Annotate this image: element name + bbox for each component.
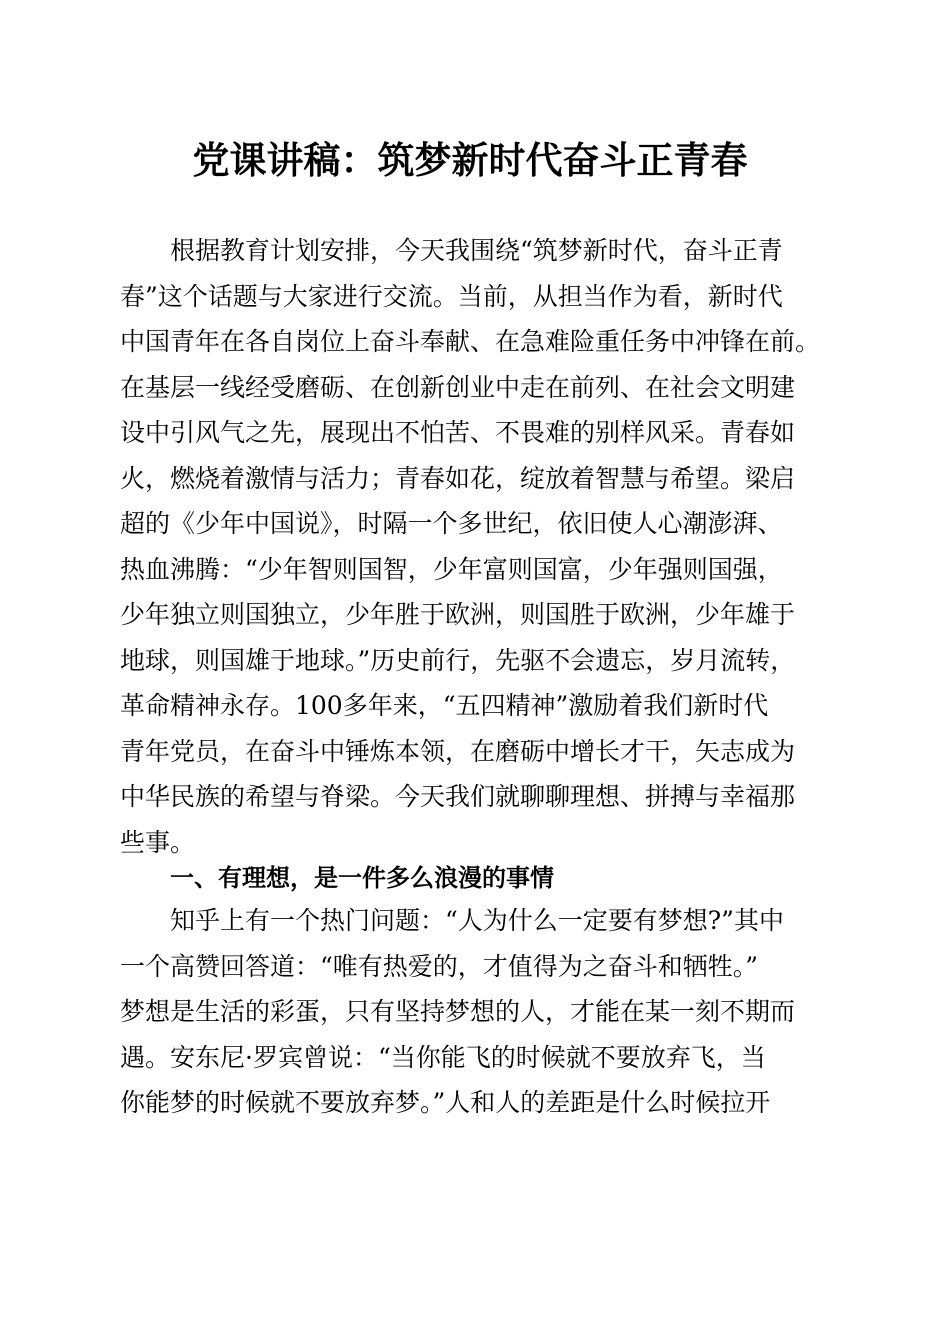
text-line: 设中引风气之先，展现出不怕苦、不畏难的别样风采。青春如 <box>120 418 796 447</box>
text-line: 根据教育计划安排，今天我围绕“筑梦新时代，奋斗正青 <box>170 236 783 265</box>
text-line: 知乎上有一个热门问题：“人为什么一定要有梦想?”其中 <box>170 906 784 935</box>
text-line: 春”这个话题与大家进行交流。当前，从担当作为看，新时代 <box>120 281 783 311</box>
text-line: 你能梦的时候就不要放弃梦。”人和人的差距是什么时候拉开 <box>120 1088 771 1117</box>
text-line: 地球，则国雄于地球。”历史前行，先驱不会遗忘，岁月流转， <box>120 645 796 675</box>
text-line: 遇。安东尼·罗宾曾说：“当你能飞的时候就不要放弃飞，当 <box>120 1042 766 1072</box>
text-line: 梦想是生活的彩蛋，只有坚持梦想的人，才能在某一刻不期而 <box>120 997 796 1026</box>
section-heading: 一、有理想，是一件多么浪漫的事情 <box>170 864 554 892</box>
text-line: 火，燃烧着激情与活力；青春如花，绽放着智慧与希望。梁启 <box>120 463 796 493</box>
text-line: 超的《少年中国说》，时隔一个多世纪，依旧使人心潮澎湃、 <box>120 509 783 538</box>
text-line: 青年党员，在奋斗中锤炼本领，在磨砺中增长才干，矢志成为 <box>120 736 796 766</box>
text-line: 少年独立则国独立，少年胜于欧洲，则国胜于欧洲，少年雄于 <box>120 600 796 629</box>
text-line: 些事。 <box>120 827 196 857</box>
text-line: 一个高赞回答道：“唯有热爱的，才值得为之奋斗和牺牲。” <box>120 951 759 981</box>
document-title: 党课讲稿：筑梦新时代奋斗正青春 <box>192 138 748 182</box>
text-line: 热血沸腾：“少年智则国智，少年富则国富，少年强则国强， <box>120 554 783 584</box>
text-line: 中国青年在各自岗位上奋斗奉献、在急难险重任务中冲锋在前。 <box>120 327 821 356</box>
paragraph-2 <box>120 898 850 1126</box>
text-line: 革命精神永存。100多年来，“五四精神”激励着我们新时代 <box>120 691 769 720</box>
text-line: 中华民族的希望与脊梁。今天我们就聊聊理想、拼搏与幸福那 <box>120 782 796 811</box>
text-line: 在基层一线经受磨砺、在创新创业中走在前列、在社会文明建 <box>120 372 796 402</box>
paragraph-1 <box>120 228 850 865</box>
